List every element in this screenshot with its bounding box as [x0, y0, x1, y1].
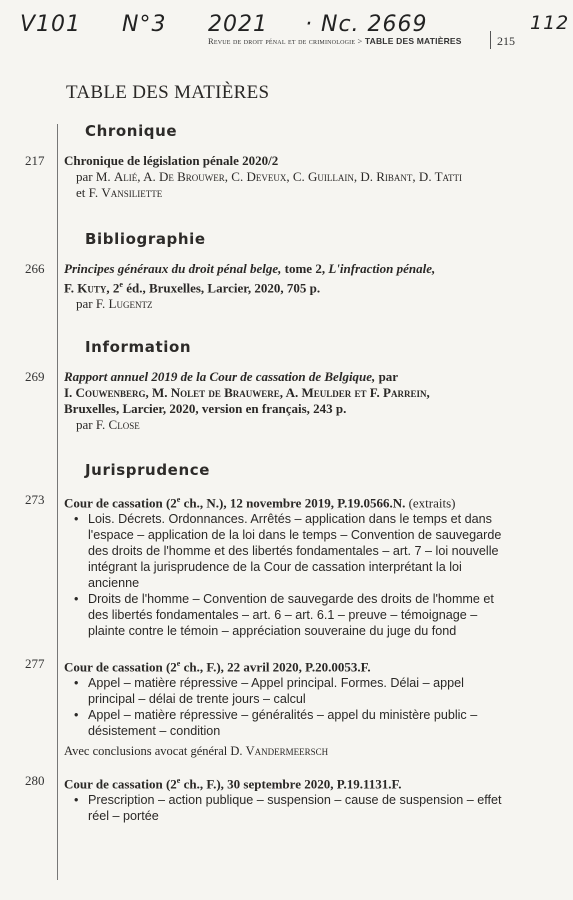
entry-title: Rapport annuel 2019 de la Cour de cassation de Belgique, par — [64, 369, 399, 384]
toc-entry-269 — [64, 369, 504, 433]
bullet-icon: • — [74, 708, 79, 723]
list-item: • Prescription – action publique – suspension – cause de suspension – effet réel – portée — [74, 793, 502, 824]
toc-entry-217 — [64, 153, 504, 201]
section-heading-bibliographie: Bibliographie — [85, 230, 206, 248]
running-header — [208, 36, 462, 46]
section-heading-information: Information — [85, 338, 192, 356]
page-number: 215 — [497, 34, 515, 48]
entry-title: Cour de cassation (2e ch., N.), 12 novembre 2019, P.19.0566.N. (extraits) — [64, 495, 456, 511]
section-heading-chronique: Chronique — [85, 122, 178, 140]
page-ref-217: 217 — [25, 153, 45, 168]
entry-publication: Bruxelles, Larcier, 2020, version en français, 243 p. — [64, 401, 347, 416]
bullet-icon: • — [74, 793, 79, 808]
list-item: • Droits de l'homme – Convention de sauvegarde des droits de l'homme et des libertés fondamentales – art. 6 – art. 6.1 – preuve – témoignage – plainte contre le témoin – appréciation souveraine du juge du fond — [74, 592, 494, 639]
page-ref-266: 266 — [25, 261, 45, 276]
header-section: TABLE DES MATIÈRES — [364, 36, 462, 46]
header-divider — [490, 31, 491, 49]
list-item: • Appel – matière répressive – généralités – appel du ministère public – désistement – condition — [74, 708, 478, 739]
page-title: TABLE DES MATIÈRES — [66, 82, 270, 103]
entry-authors-cont: et F. Vansiliette — [76, 185, 163, 200]
toc-entry-266 — [64, 261, 504, 312]
handwritten-note-a: V101 — [20, 12, 82, 37]
section-heading-jurisprudence: Jurisprudence — [85, 461, 210, 479]
journal-name: Revue de droit pénal et de criminologie — [208, 36, 356, 46]
page-ref-269: 269 — [25, 369, 45, 384]
margin-rule — [57, 124, 58, 880]
keyword-list — [64, 792, 504, 824]
entry-title: Cour de cassation (2e ch., F.), 22 avril 2020, P.20.0053.F. — [64, 659, 371, 675]
keyword-list — [64, 511, 504, 639]
toc-entry-280 — [64, 773, 504, 824]
page-ref-277: 277 — [25, 656, 45, 671]
header-separator: > — [355, 36, 365, 46]
entry-contributors: I. Couwenberg, M. Nolet de Brauwere, A. Meulder et F. Parrein, — [64, 385, 430, 400]
toc-entry-277 — [64, 656, 504, 739]
entry-title: Principes généraux du droit pénal belge, tome 2, L'infraction pénale, — [64, 261, 436, 276]
entry-note: Avec conclusions avocat général D. Vandermeersch — [64, 744, 329, 758]
page-ref-273: 273 — [25, 492, 45, 507]
entry-title: Chronique de législation pénale 2020/2 — [64, 153, 279, 168]
list-item: • Lois. Décrets. Ordonnances. Arrêtés – application dans le temps et dans l'espace – application de la loi dans le temps – Convention de sauvegarde des droits de l'homme et des libertés fondamentales – art. 7 – loi nouvelle intégrant la jurisprudence de la Cour de cassation interprétant la loi ancienne — [74, 512, 502, 591]
handwritten-note-c: 2021 — [208, 12, 268, 37]
toc-entry-273 — [64, 492, 504, 639]
entry-authors: par M. Alié, A. De Brouwer, C. Deveux, C. Guillain, D. Ribant, D. Tatti — [76, 169, 463, 184]
bullet-icon: • — [74, 512, 79, 527]
entry-publication: F. Kuty, 2e éd., Bruxelles, Larcier, 2020, 705 p. — [64, 280, 321, 296]
list-item: • Appel – matière répressive – Appel principal. Formes. Délai – appel principal – délai de trente jours – calcul — [74, 676, 464, 707]
entry-authors: par F. Lugentz — [76, 296, 153, 312]
keyword-list — [64, 675, 504, 739]
entry-title: Cour de cassation (2e ch., F.), 30 septembre 2020, P.19.1131.F. — [64, 776, 402, 792]
page-ref-280: 280 — [25, 773, 45, 788]
bullet-icon: • — [74, 676, 79, 691]
entry-authors: par F. Close — [76, 417, 140, 432]
bullet-icon: • — [74, 592, 79, 607]
handwritten-note-d: · Nc. 2669 — [305, 12, 428, 37]
handwritten-note-e: 112 — [530, 12, 570, 34]
handwritten-note-b: N°3 — [122, 12, 167, 37]
